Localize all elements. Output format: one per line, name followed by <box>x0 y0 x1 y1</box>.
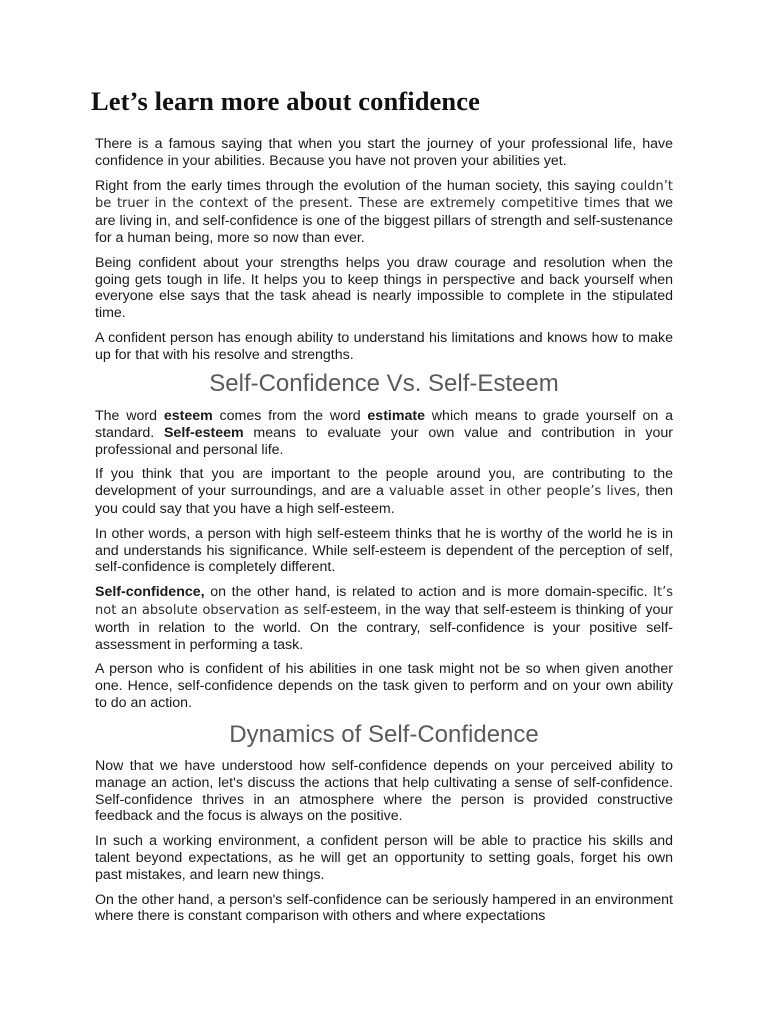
section-heading-wrap <box>95 721 673 749</box>
text-run: on the other hand, is related to action and is more domain-specific. <box>204 584 654 601</box>
text-run: esteem, in the way that self-esteem is thinking of your worth in relation to the world. On the contrary, self-confidence is your positive self-assessment in performing a task. <box>95 601 673 653</box>
paragraph: A person who is confident of his abilities in one task might not be so when given another one. Hence, self-confidence depends on the task given to perform and on your own ability to do an action. <box>95 661 673 711</box>
intro-section <box>95 136 673 372</box>
text-run: The word <box>95 408 164 424</box>
text-run: If you think that you are important to the people around you, are contributing to the development of your surroundings, and are a <box>95 466 673 500</box>
text-run: It’s not an absolute observation as self- <box>95 585 673 618</box>
paragraph: In such a working environment, a confident person will be able to practice his skills and talent beyond expectations, as he will get an opportunity to setting goals, forget his own past mistakes, and learn new things. <box>95 833 673 883</box>
paragraph: In other words, a person with high self-esteem thinks that he is worthy of the world he is in and understands his significance. While self-esteem is dependent of the perception of self, self-confidence is completely different. <box>95 525 673 576</box>
paragraph <box>95 466 673 517</box>
paragraph <box>95 178 673 247</box>
section-heading: Self-Confidence Vs. Self-Esteem <box>209 370 559 397</box>
text-run: that we are living in, and self-confidence is one of the biggest pillars of strength and self-sustenance for a human being, more so now than ever. <box>95 195 673 246</box>
page-title: Let’s learn more about confidence <box>91 86 480 116</box>
paragraph: There is a famous saying that when you start the journey of your professional life, have confidence in your abilities. Because you have not proven your abilities yet. <box>95 136 673 169</box>
bold-term: estimate <box>367 408 425 424</box>
self-esteem-section <box>95 408 673 720</box>
paragraph <box>95 584 673 653</box>
bold-term: esteem <box>163 408 213 424</box>
paragraph: A confident person has enough ability to understand his limitations and knows how to make up for that with his resolve and strengths. <box>95 329 673 363</box>
text-run: Right from the early times through the evolution of the human society, this saying <box>95 177 621 194</box>
text-run: means to evaluate your own value and contribution in your professional and personal life. <box>95 424 673 458</box>
section-heading: Dynamics of Self-Confidence <box>229 721 539 748</box>
paragraph: Now that we have understood how self-confidence depends on your perceived ability to manage an action, let's discuss the actions that help cultivating a sense of self-confidence. Self-confidence thrives in an atmosphere where the person is provided constructive feedback and the focus is always on the positive. <box>95 758 673 825</box>
section-heading-wrap <box>95 370 673 398</box>
text-run: which means to grade yourself on a standard. <box>95 408 673 441</box>
text-run: then you could say that you have a high self-esteem. <box>95 483 673 517</box>
text-run: comes from the word <box>212 408 368 424</box>
bold-term: Self-confidence, <box>95 584 205 601</box>
dynamics-section <box>95 758 673 933</box>
text-run: valuable asset in other people’s lives, <box>388 484 641 500</box>
paragraph: On the other hand, a person's self-confidence can be seriously hampered in an environment where there is constant comparison with others and where expectations <box>95 891 673 925</box>
text-run: couldn’t be truer in the context of the present. These are extremely competitive times <box>95 178 673 212</box>
paragraph <box>95 408 673 458</box>
paragraph: Being confident about your strengths helps you draw courage and resolution when the going gets tough in life. It helps you to keep things in perspective and back yourself when everyone else says that the task ahead is nearly impossible to complete in the stipulated time. <box>95 254 673 322</box>
bold-term: Self-esteem <box>163 424 244 441</box>
